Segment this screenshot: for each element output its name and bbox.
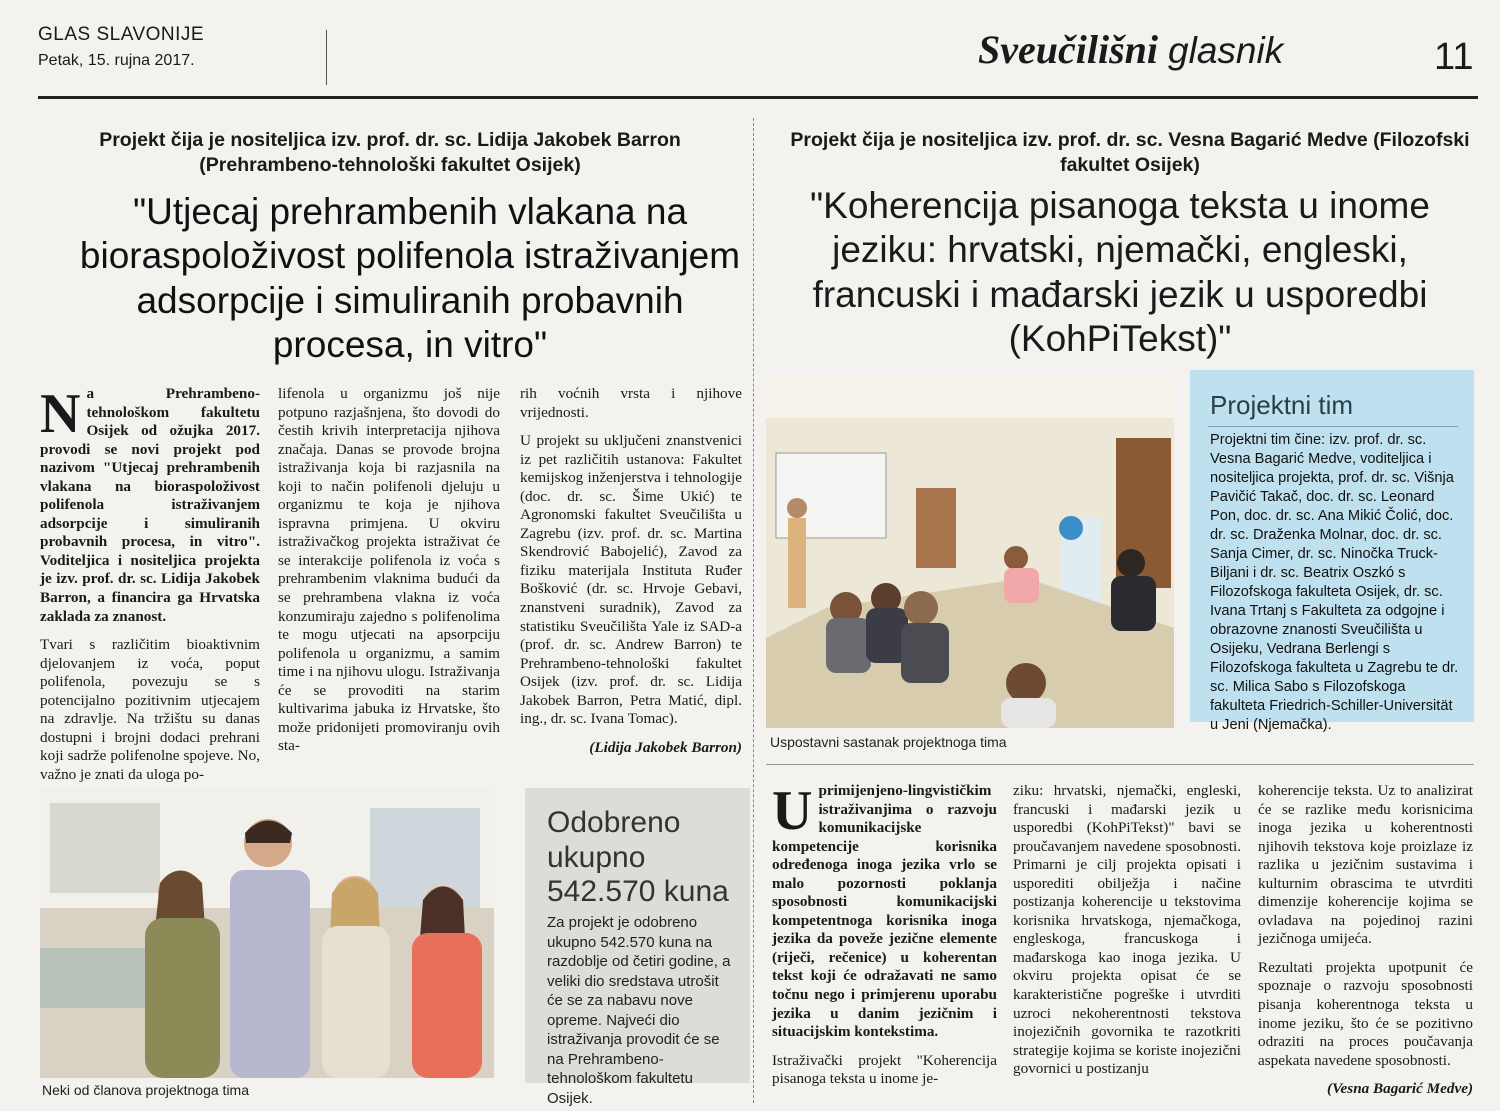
left-column-2 <box>278 385 500 766</box>
right-article-deck: Projekt čija je nositeljica izv. prof. dr. sc. Vesna Bagarić Medve (Filozofski fakultet Osijek) <box>790 129 1470 177</box>
team-photo-caption: Neki od članova projektnoga tima <box>42 1082 250 1098</box>
right-column-2 <box>1013 782 1241 1089</box>
funding-box-title: Odobreno ukupno 542.570 kuna <box>547 806 729 908</box>
right-paragraph-4: Rezultati projekta upotpunit će spoznaje o razvoju sposobnosti pisanja koherentnoga teksta u inome jeziku, što će se pozitivno odraziti na proces poučavanja aspekata navedene sposobnosti. <box>1258 958 1473 1069</box>
issue-date: Petak, 15. rujna 2017. <box>38 52 195 69</box>
section-title <box>978 26 1283 73</box>
right-column-3 <box>1258 782 1473 1099</box>
right-dropcap: U <box>772 780 813 842</box>
right-lead-text: primijenjeno-lingvističkim istraživanjima o razvoju komunikacijske kompetencije korisnika određenoga inoga jezika vrlo se malo pozornosti poklanja sposobnosti komunikacijski kompetentnoga korisnika inoga jezika da poveže jezične elemente (riječi, rečenice) u koherentan tekst koji će odražavati ne samo točnu nego i primjerenu uporabu jezika u danim jezičnim i situacijskim kontekstima. <box>772 782 997 1041</box>
section-title-light: glasnik <box>1168 30 1284 71</box>
meeting-photo <box>766 378 1174 728</box>
left-article-deck: Projekt čija je nositeljica izv. prof. dr. sc. Lidija Jakobek Barron (Prehrambeno-tehnološki fakultet Osijek) <box>99 129 681 177</box>
team-photo <box>40 788 494 1078</box>
left-paragraph-3: rih voćnih vrsta i njihove vrijednosti. <box>520 385 742 421</box>
left-paragraph-1: Tvari s različitim bioaktivnim djelovanjem iz voća, poput polifenola, povezuju se s potencijalno pozitivnim utjecajem na zdravlje. Na tržištu su danas dostupni i brojni dodaci prehrani koji sadrže polifenolne spojeve. No, važno je znati da uloga po- <box>40 636 260 783</box>
page-number: 11 <box>1434 36 1474 78</box>
team-box-title: Projektni tim <box>1210 390 1354 420</box>
left-column-3 <box>520 385 742 757</box>
team-box-text: Projektni tim čine: izv. prof. dr. sc. Vesna Bagarić Medve, voditeljica i nositeljica projekta, prof. dr. sc. Višnja Pavičić Takač, doc. dr. sc. Leonard Pon, doc. dr. sc. Ana Mikić Čolić, doc. dr. sc. Draženka Molnar, doc. dr. sc. Sanja Cimer, dr. sc. Ninočka Truck-Biljani i dr. sc. Beatrix Oszkó s Filozofskoga fakulteta Osijek, dr. sc. Ivana Trtanj s Fakulteta za odgojne i obrazovne znanosti Sveučilišta u Osijeku, Vedrana Berlengi s Filozofskoga fakulteta u Zagrebu te dr. sc. Milica Sabo s Filozofskoga fakulteta Friedrich-Schiller-Universität u Jeni (Njemačka). <box>1210 432 1459 733</box>
meeting-photo-image <box>766 378 1174 728</box>
team-box <box>1190 370 1474 733</box>
left-lead-text: a Prehrambeno-tehnološkom fakultetu Osijek od ožujka 2017. provodi se novi projekt pod nazivom "Utjecaj prehrambenih vlakana na bioraspoloživost polifenola istraživanjem adsorpcije i simuliranih probavnih procesa, in vitro". Voditeljica i nositeljica projekta je izv. prof. dr. sc. Lidija Jakobek Barron, a financira ga Hrvatska zaklada za znanost. <box>40 385 260 625</box>
meeting-photo-caption: Uspostavni sastanak projektnoga tima <box>770 734 1007 750</box>
left-signature: (Lidija Jakobek Barron) <box>589 738 742 756</box>
right-paragraph-2: ziku: hrvatski, njemački, engleski, francuski i mađarski jezik u usporedbi (KohPiTekst)" bavi se proučavanjem navedene sposobnosti. Primarni je cilj projekta opisati i usporediti obilježja i načine postizanja koherencije u tekstovima korisnika hrvatskoga, njemačkoga, engleskoga, francuskoga i mađarskoga kao inoga jezika. U okviru projekta opisat će se karakteristične pogreške i utvrditi uzroci nekoherentnosti tekstova inojezičnih govornika te razotkriti strategije kojima se koriste inojezični govornici u postizanju <box>1013 782 1241 1078</box>
header-rule <box>38 96 1478 99</box>
funding-box-text: Za projekt je odobreno ukupno 542.570 kuna na razdoblje od četiri godine, a veliki dio sredstava utrošit će se za nabavu nove opreme. Najveći dio istraživanja provodit će se na Prehrambeno-tehnološkom fakultetu Osijek. <box>547 914 731 1107</box>
right-paragraph-3: koherencije teksta. Uz to analizirat će se razlike među korisnicima inoga jezika u koherentnosti njihovih tekstova koje proizlaze iz razlika u jezičnim sustavima i kulturnim obrascima te utvrditi dimenzije koherencije kojima se ovladava na pojedinoj razini jezičnoga umijeća. <box>1258 782 1473 948</box>
left-column-1 <box>40 385 260 794</box>
left-lead-paragraph <box>40 385 260 626</box>
right-article-rule <box>766 764 1474 765</box>
left-paragraph-2: lifenola u organizmu još nije potpuno razjašnjena, što dovodi do čestih krivih interpretacija njihova značaja. Danas se provode brojna istraživanja koja bi razjasnila na koji to način polifenoli djeluju u organizmu te koja je njihova ispravna primjena. U okviru istraživačkog projekta istraživat će se interakcije polifenola iz voća s prehrambenim vlaknima budući da se prehrambena vlakna iz voća konzumiraju zajedno s polifenolima te mogu utjecati na apsorpciju polifenola u organizmu, a samim time i na njihovu ulogu. Istraživanja će se provoditi na starim kultivarima jabuka iz Hrvatske, što može pridonijeti promoviranju ovih sta- <box>278 385 500 755</box>
team-box-rule <box>1208 426 1458 427</box>
right-column-1 <box>772 782 997 1099</box>
newspaper-name: GLAS SLAVONIJE <box>38 24 205 45</box>
funding-box <box>525 788 750 1107</box>
column-divider <box>753 118 754 1103</box>
right-lead-paragraph <box>772 782 997 1042</box>
right-article-title: "Koherencija pisanoga teksta u inome jeziku: hrvatski, njemački, engleski, francuski i mađarski jezik u usporedbi (KohPiTekst)" <box>810 185 1430 360</box>
left-dropcap: N <box>40 383 81 445</box>
team-photo-image <box>40 788 494 1078</box>
right-signature: (Vesna Bagarić Medve) <box>1327 1080 1473 1098</box>
left-paragraph-4: U projekt su uključeni znanstvenici iz pet različitih ustanova: Fakultet kemijskog inženjerstva i tehnologije (doc. dr. sc. Šime Ukić) te Agronomski fakultet Sveučilišta u Zagrebu (izv. prof. dr. sc. Martina Skendrović Babojelić), Zavod za fiziku materijala Instituta Ruđer Bošković (dr. sc. Hrvoje Gebavi, znanstveni suradnik), Zavod za statistiku Sveučilišta Yale iz SAD-a (prof. dr. sc. Andrew Barron) te Prehrambeno-tehnološki fakultet Osijek (izv. prof. dr. sc. Lidija Jakobek Barron, Petra Matić, dipl. ing., dr. sc. Ivana Tomac). <box>520 432 742 728</box>
left-article-title: "Utjecaj prehrambenih vlakana na bioraspoloživost polifenola istraživanjem adsorpcije i simuliranih probavnih procesa, in vitro" <box>79 191 741 366</box>
header-divider <box>326 30 327 85</box>
section-title-bold: Sveučilišni <box>978 27 1159 72</box>
right-paragraph-1: Istraživački projekt "Koherencija pisanoga teksta u inome je- <box>772 1051 997 1088</box>
